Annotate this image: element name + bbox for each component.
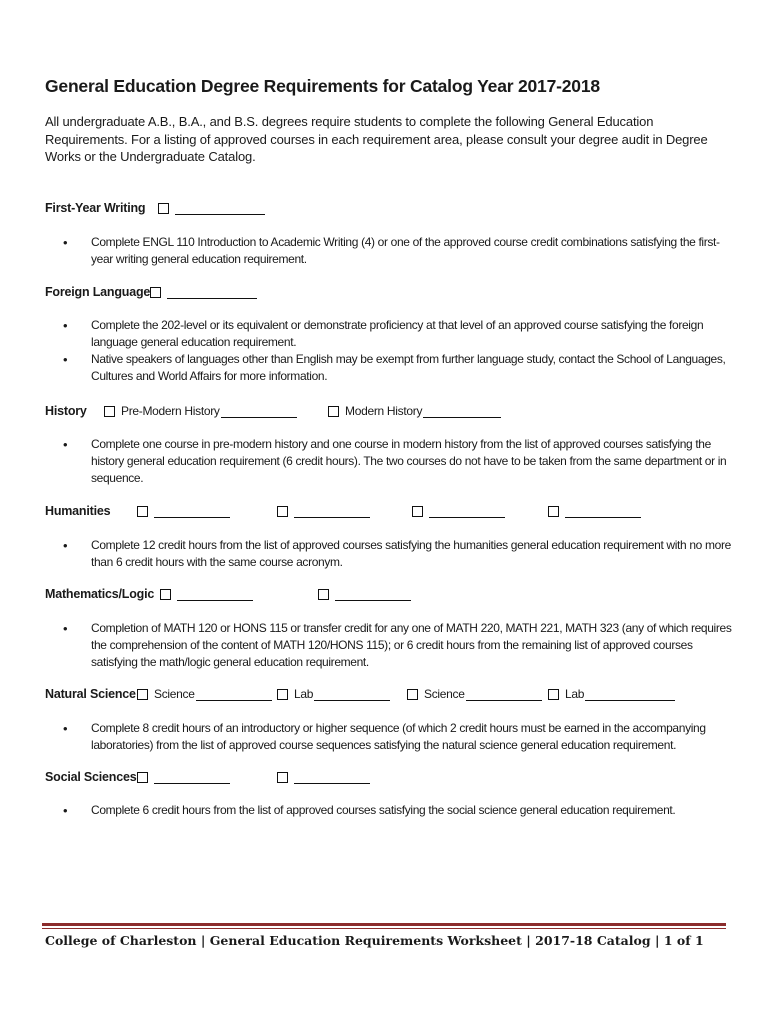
intro-paragraph: All undergraduate A.B., B.A., and B.S. degrees require students to complete the following General Education Requirements. For a listing of approved courses in each requirement area, please consult your degree audit in Degree Works or the Undergraduate Catalog. <box>45 114 708 164</box>
science-label-2: Science <box>424 687 465 701</box>
social-sciences-bullets <box>63 802 733 819</box>
foreign-language-field <box>150 286 257 299</box>
history-bullets <box>63 436 733 487</box>
humanities-blank-2[interactable] <box>294 505 370 518</box>
humanities-checkbox-1[interactable] <box>137 506 148 517</box>
foreign-language-row <box>45 282 150 302</box>
humanities-label: Humanities <box>45 504 111 518</box>
humanities-field-2 <box>277 505 370 518</box>
history-row <box>45 401 423 421</box>
humanities-blank-1[interactable] <box>154 505 230 518</box>
modern-history-blank[interactable] <box>423 405 501 418</box>
first-year-writing-field <box>158 202 265 215</box>
humanities-row <box>45 501 110 521</box>
footer-rule <box>42 923 726 926</box>
foreign-language-checkbox[interactable] <box>150 287 161 298</box>
math-logic-blank-1[interactable] <box>177 588 253 601</box>
bullet-item: • Complete 12 credit hours from the list of approved courses satisfying the humanities general education requirement with no more than 6 credit hours with the same course acronym. <box>63 537 733 571</box>
science-checkbox-2[interactable] <box>407 689 418 700</box>
science-checkbox-1[interactable] <box>137 689 148 700</box>
lab-blank-1[interactable] <box>314 688 390 701</box>
science-label-1: Science <box>154 687 195 701</box>
lab-label-2: Lab <box>565 687 585 701</box>
math-logic-checkbox-1[interactable] <box>160 589 171 600</box>
bullet-item: • Complete the 202-level or its equivalent or demonstrate proficiency at that level of an approved course satisfying the foreign language general education requirement. <box>63 317 733 351</box>
footer-rule-thin <box>42 928 726 929</box>
natural-science-label: Natural Science <box>45 687 136 701</box>
modern-history-checkbox[interactable] <box>328 406 339 417</box>
bullet-item: • Complete 6 credit hours from the list of approved courses satisfying the social science general education requirement. <box>63 802 733 819</box>
natural-science-row <box>45 684 585 704</box>
science-field-1 <box>137 687 272 701</box>
pre-modern-history-checkbox[interactable] <box>104 406 115 417</box>
humanities-bullets <box>63 537 733 571</box>
page-title: General Education Degree Requirements for Catalog Year 2017-2018 <box>45 76 600 96</box>
math-logic-label: Mathematics/Logic <box>45 587 155 601</box>
social-sciences-field-2 <box>277 771 370 784</box>
humanities-checkbox-3[interactable] <box>412 506 423 517</box>
bullet-item: • Native speakers of languages other than English may be exempt from further language study, contact the School of Languages, Cultures and World Affairs for more information. <box>63 351 733 385</box>
bullet-item: • Complete ENGL 110 Introduction to Academic Writing (4) or one of the approved course credit combinations satisfying the first-year writing general education requirement. <box>63 234 733 268</box>
lab-checkbox-2[interactable] <box>548 689 559 700</box>
math-logic-field-2 <box>318 588 411 601</box>
social-sciences-row <box>45 767 137 787</box>
pre-modern-history-label: Pre-Modern History <box>121 404 220 418</box>
history-label: History <box>45 404 87 418</box>
humanities-field-1 <box>137 505 230 518</box>
first-year-writing-bullets <box>63 234 733 268</box>
humanities-blank-4[interactable] <box>565 505 641 518</box>
social-sciences-blank-2[interactable] <box>294 771 370 784</box>
humanities-checkbox-2[interactable] <box>277 506 288 517</box>
science-blank-2[interactable] <box>466 688 542 701</box>
lab-field-1 <box>277 687 390 701</box>
math-logic-checkbox-2[interactable] <box>318 589 329 600</box>
modern-history-label: Modern History <box>345 404 423 418</box>
social-sciences-checkbox-2[interactable] <box>277 772 288 783</box>
math-logic-field-1 <box>160 588 253 601</box>
math-logic-row <box>45 584 154 604</box>
pre-modern-history-field <box>104 404 297 418</box>
foreign-language-blank[interactable] <box>167 286 257 299</box>
humanities-checkbox-4[interactable] <box>548 506 559 517</box>
social-sciences-checkbox-1[interactable] <box>137 772 148 783</box>
first-year-writing-row <box>45 198 145 218</box>
humanities-field-3 <box>412 505 505 518</box>
page-footer: College of Charleston | General Education Requirements Worksheet | 2017-18 Catalog | 1 of 1 <box>45 933 704 948</box>
lab-label-1: Lab <box>294 687 314 701</box>
bullet-item: • Completion of MATH 120 or HONS 115 or transfer credit for any one of MATH 220, MATH 221, MATH 323 (any of which requires the comprehension of the content of MATH 120/HONS 115); or 6 credit hours from the remaining list of approved courses satisfying the math/logic general education requirement. <box>63 620 733 671</box>
math-logic-bullets <box>63 620 733 671</box>
science-field-2 <box>407 687 542 701</box>
math-logic-blank-2[interactable] <box>335 588 411 601</box>
lab-field-2 <box>548 687 675 701</box>
foreign-language-label: Foreign Language <box>45 285 151 299</box>
first-year-writing-blank[interactable] <box>175 202 265 215</box>
bullet-item: • Complete one course in pre-modern history and one course in modern history from the list of approved courses satisfying the history general education requirement (6 credit hours). The two courses do not have to be taken from the same department or in sequence. <box>63 436 733 487</box>
social-sciences-blank-1[interactable] <box>154 771 230 784</box>
lab-checkbox-1[interactable] <box>277 689 288 700</box>
humanities-blank-3[interactable] <box>429 505 505 518</box>
pre-modern-history-blank[interactable] <box>221 405 297 418</box>
natural-science-bullets <box>63 720 733 754</box>
humanities-field-4 <box>548 505 641 518</box>
foreign-language-bullets <box>63 317 733 385</box>
social-sciences-field-1 <box>137 771 230 784</box>
science-blank-1[interactable] <box>196 688 272 701</box>
modern-history-field <box>328 404 501 418</box>
social-sciences-label: Social Sciences <box>45 770 137 784</box>
first-year-writing-label: First-Year Writing <box>45 201 146 215</box>
bullet-item: • Complete 8 credit hours of an introductory or higher sequence (of which 2 credit hours must be earned in the accompanying laboratories) from the list of approved course sequences satisfying the natural science general education requirement. <box>63 720 733 754</box>
lab-blank-2[interactable] <box>585 688 675 701</box>
first-year-writing-checkbox[interactable] <box>158 203 169 214</box>
